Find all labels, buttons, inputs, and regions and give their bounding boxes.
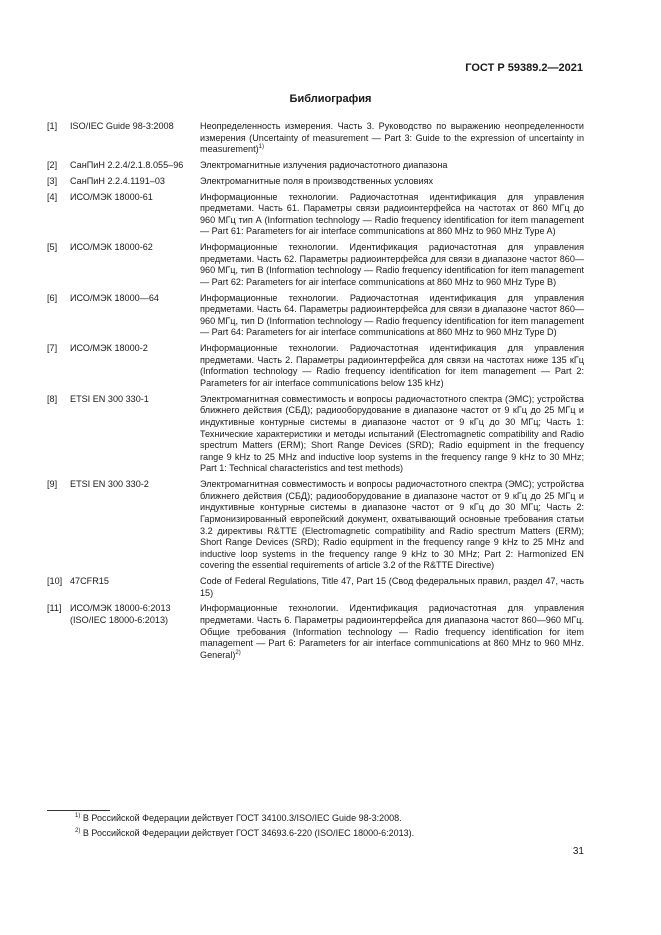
entry-code: СанПиН 2.2.4.1191–03	[70, 175, 165, 186]
footnote-divider	[47, 810, 110, 811]
bibliography-entry	[47, 293, 584, 339]
bibliography-title: Библиография	[289, 93, 372, 105]
entry-code: ETSI EN 300 330-1	[70, 393, 149, 404]
entry-description: Информационные технологии. Идентификация радиочастотная для управления предметами. Часть 62. Параметры радиоинтерфейса для связи в диапазоне частот 860—960 МГц, тип В (Information technology — Radio frequency identification for item management — Part 62: Parameters for air interface communications at 860 MHz to 960 MHz Type B)	[200, 242, 584, 287]
bibliography-entry	[47, 603, 584, 661]
entry-description: Информационные технологии. Радиочастотная идентификация для управления предметами. Часть 61. Параметры связи радиоинтерфейса на частотах от 860 МГц до 960 МГц тип А (Information technology — Radio frequency identification for item management — Part 61: Parameters for air interface communications at 860 MHz to 960 MHz Type A)	[200, 191, 584, 237]
bibliography-entry	[47, 394, 584, 475]
entry-number: [11]	[47, 603, 62, 614]
entry-code: ETSI EN 300 330-2	[70, 479, 149, 490]
entry-number: [7]	[47, 343, 58, 354]
entry-number: [4]	[47, 191, 58, 202]
bibliography-entry	[47, 576, 584, 599]
bibliography-list	[47, 121, 584, 666]
bibliography-entry	[47, 160, 584, 172]
entry-code: ИСО/МЭК 18000-6:2013 (ISO/IEC 18000-6:2013)	[70, 603, 171, 626]
entry-code: ISO/IEC Guide 98-3:2008	[70, 121, 174, 131]
entry-description: Информационные технологии. Радиочастотная идентификация для управления предметами. Часть 64. Параметры радиоинтерфейса для связи в диапазоне частот 860—960 МГц, тип D (Information technology — Radio frequency identification for item management — Part 64: Parameters for air interface communications at 860 MHz to 960 MHz Type D)	[200, 292, 584, 338]
bibliography-entry	[47, 343, 584, 389]
entry-code: 47CFR15	[70, 576, 109, 587]
entry-code: ИСО/МЭК 18000-62	[70, 242, 153, 253]
page-number: 31	[572, 846, 584, 857]
entry-number: [3]	[47, 175, 58, 186]
footnote: $^{2)}$ В Российской Федерации действует ГОСТ 34693.6-220 (ISO/IEC 18000-6:2013).	[75, 828, 415, 838]
entry-description: Неопределенность измерения. Часть 3. Руководство по выражению неопределенности измерения (Uncertainty of measurement — Part 3: Guide to the expression of uncertainty in measurement)$^{1)}$	[200, 121, 584, 155]
entry-number: [10]	[47, 576, 63, 587]
document-standard-number: ГОСТ Р 59389.2—2021	[465, 62, 583, 74]
bibliography-entry	[47, 176, 584, 188]
entry-number: [5]	[47, 242, 58, 253]
entry-description: Электромагнитная совместимость и вопросы радиочастотного спектра (ЭМС); устройства ближнего действия (СБД); радиооборудование в диапазоне частот от 9 кГц до 25 МГц и индуктивные контурные системы в диапазоне частот от 9 кГц до 30 МГц; Часть 1: Технические характеристики и методы испытаний (Electromagnetic compatibility and Radio spectrum Matters (ERM); Short Range Devices (SRD); Radio equipment in the frequency range 9 kHz to 25 MHz and inductive loop systems in the frequency range 9 kHz to 30 MHz; Part 1: Technical characteristics and test methods)	[200, 393, 584, 474]
footnote: $^{1)}$ В Российской Федерации действует ГОСТ 34100.3/ISO/IEC Guide 98-3:2008.	[75, 813, 402, 823]
entry-description: Электромагнитные поля в производственных условиях	[200, 175, 434, 186]
entry-number: [6]	[47, 292, 58, 303]
entry-description: Электромагнитные излучения радиочастотного диапазона	[200, 159, 448, 170]
entry-code: ИСО/МЭК 18000—64	[70, 292, 159, 303]
footnote-mark: 2)	[75, 828, 81, 834]
entry-number: [8]	[47, 393, 58, 404]
entry-description: Информационные технологии. Идентификация радиочастотная для управления предметами. Часть 6. Параметры радиоинтерфейса для диапазона частот 860—960 МГц. Общие требования (Information technology — Radio frequency identification for item management — Part 6: Parameters for air interface communications at 860 MHz to 960 MHz. General)$^{2)}$	[200, 603, 584, 660]
entry-number: [2]	[47, 159, 58, 170]
bibliography-entry	[47, 192, 584, 238]
bibliography-entry	[47, 242, 584, 288]
entry-description: Электромагнитная совместимость и вопросы радиочастотного спектра (ЭМС); устройства ближнего действия (СБД); радиооборудование в диапазоне частот от 9 кГц до 25 МГц и индуктивные контурные системы в диапазоне частот от 9 кГц до 30 МГц; Часть 2: Гармонизированный европейский документ, охватывающий основные требования статьи 3.2 директивы R&TTE (Electromagnetic compatibility and Radio spectrum Matters (ERM); Short Range Devices (SRD); Radio equipment in the frequency range 9 kHz to 25 MHz and inductive loop systems in the frequency range 9 kHz to 30 MHz; Part 2: Harmonized EN covering the essential requirements of article 3.2 of the R&TTE Directive)	[200, 479, 584, 571]
entry-code: СанПиН 2.2.4/2.1.8.055–96	[70, 159, 184, 170]
entry-number: [9]	[47, 479, 58, 490]
entry-description: Code of Federal Regulations, Title 47, Part 15 (Свод федеральных правил, раздел 47, часть 15)	[200, 576, 584, 598]
entry-code: ИСО/МЭК 18000-2	[70, 343, 148, 354]
bibliography-entry	[47, 479, 584, 572]
footnote-ref: 1)	[258, 144, 264, 151]
entry-number: [1]	[47, 121, 58, 131]
footnote-mark: 1)	[75, 813, 81, 819]
entry-description: Информационные технологии. Радиочастотная идентификация для управления предметами. Часть 2. Параметры радиоинтерфейса для связи на частотах ниже 135 кГц (Information technology — Radio frequency identification for item management — Part 2: Parameters for air interface communications below 135 kHz)	[200, 343, 584, 388]
bibliography-entry	[47, 121, 584, 156]
footnote-ref: 2)	[235, 649, 241, 656]
entry-code: ИСО/МЭК 18000-61	[70, 191, 153, 202]
